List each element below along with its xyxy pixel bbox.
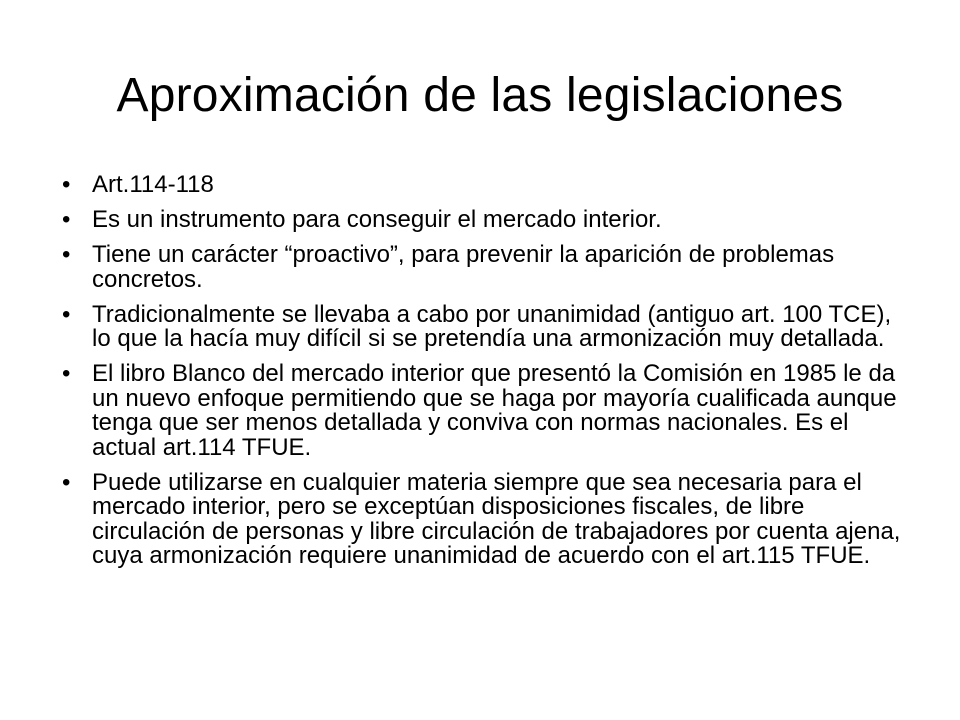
- bullet-marker: •: [62, 468, 71, 496]
- bullet-text: Art.114-118: [92, 171, 214, 198]
- bullet-marker: •: [62, 171, 71, 198]
- slide-title: Aproximación de las legislaciones: [116, 69, 844, 122]
- bullet-text: Tradicionalmente se llevaba a cabo por unanimidad (antiguo art. 100 TCE), lo que la hacía muy difícil si se pretendía una armonización muy detallada.: [92, 300, 892, 352]
- bullet-marker: •: [62, 206, 71, 233]
- bullet-text: Es un instrumento para conseguir el mercado interior.: [92, 206, 662, 233]
- bullet-text: El libro Blanco del mercado interior que presentó la Comisión en 1985 le da un nuevo enfoque permitiendo que se haga por mayoría cualificada aunque tenga que ser menos detallada y conviva con normas nacionales. Es el actual art.114 TFUE.: [92, 360, 897, 461]
- bullet-marker: •: [62, 300, 71, 328]
- bullet-text: Puede utilizarse en cualquier materia siempre que sea necesaria para el mercado interior, pero se exceptúan disposiciones fiscales, de libre circulación de personas y libre circulación de trabajadores por cuenta ajena, cuya armonización requiere unanimidad de acuerdo con el art.115 TFUE.: [92, 468, 901, 569]
- bullet-item: [62, 243, 912, 292]
- bullet-item: [62, 300, 912, 352]
- bullet-item: [62, 173, 912, 198]
- bullet-marker: •: [62, 241, 71, 268]
- bullet-marker: •: [62, 360, 71, 387]
- bullet-item: [62, 468, 912, 569]
- bullet-item: [62, 362, 912, 460]
- bullet-item: [62, 208, 912, 233]
- bullet-list: [62, 173, 912, 579]
- bullet-text: Tiene un carácter “proactivo”, para prevenir la aparición de problemas concretos.: [92, 241, 835, 293]
